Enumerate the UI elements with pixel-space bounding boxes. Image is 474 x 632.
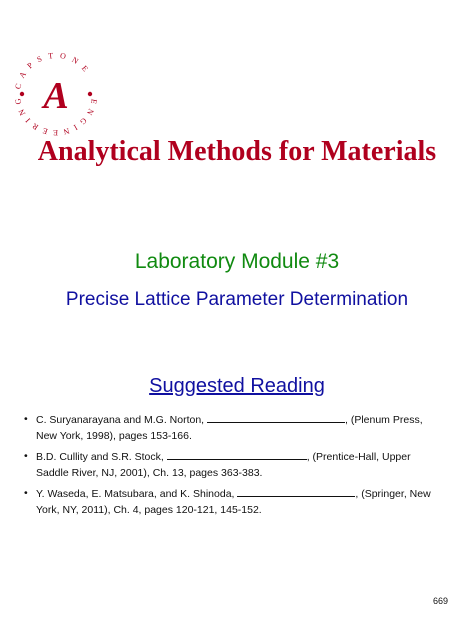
reference-details: , (Plenum Press, New York, 1998), pages 153-166. <box>36 414 423 442</box>
reference-details: , (Prentice-Hall, Upper Saddle River, NJ, 2001), Ch. 13, pages 363-383. <box>36 451 411 479</box>
reference-item <box>24 411 444 444</box>
title-blank <box>167 448 307 460</box>
bullet-icon: • <box>24 487 28 499</box>
capstone-engineering-logo <box>8 46 104 142</box>
reference-item <box>24 485 444 518</box>
reference-details: , (Springer, New York, NY, 2011), Ch. 4, pages 120-121, 145-152. <box>36 488 431 516</box>
reference-list <box>24 411 444 522</box>
reference-authors: B.D. Cullity and S.R. Stock, <box>36 451 167 463</box>
bullet-icon: • <box>24 413 28 425</box>
suggested-reading-heading: Suggested Reading <box>149 375 325 397</box>
reference-item <box>24 448 444 481</box>
title-blank <box>207 411 345 423</box>
page-title: Analytical Methods for Materials <box>37 136 437 167</box>
page-number: 669 <box>432 596 448 606</box>
module-heading: Laboratory Module #3 <box>134 250 340 273</box>
reference-authors: C. Suryanarayana and M.G. Norton, <box>36 414 207 426</box>
svg-text:E N G I N E E R I N G: E N G I N E E R I N G <box>13 96 99 138</box>
bullet-icon: • <box>24 450 28 462</box>
reference-authors: Y. Waseda, E. Matsubara, and K. Shinoda, <box>36 488 238 500</box>
topic-heading: Precise Lattice Parameter Determination <box>65 289 409 310</box>
svg-text:A: A <box>43 75 69 117</box>
title-blank <box>237 485 355 497</box>
svg-text:C A P S T O N E: C A P S T O N E <box>13 50 92 90</box>
